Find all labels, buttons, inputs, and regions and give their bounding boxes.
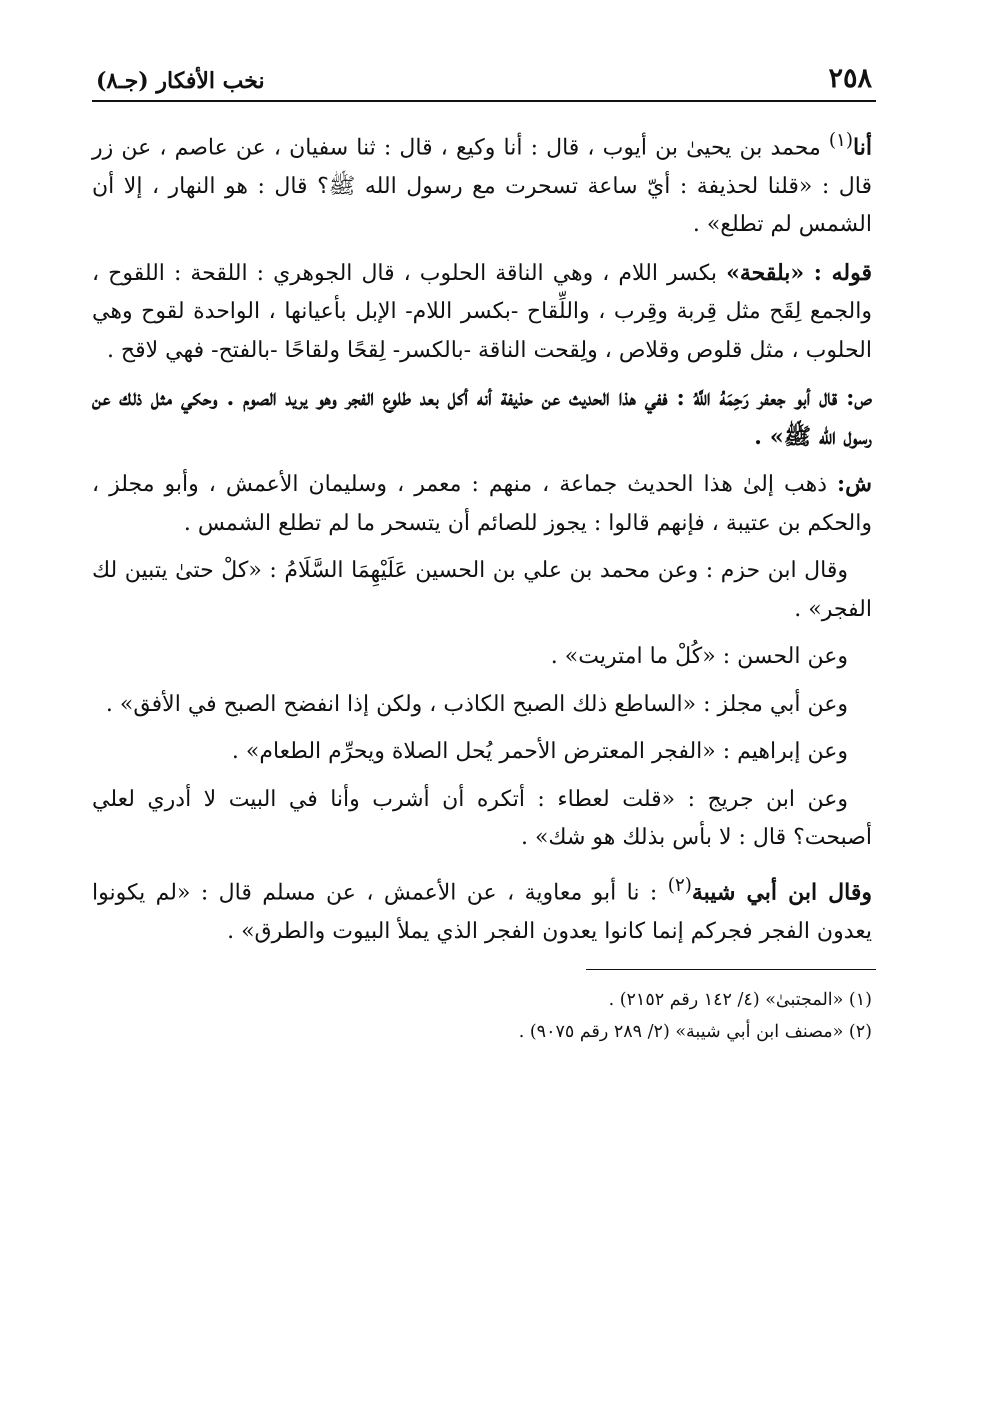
paragraph-commentary — [92, 254, 876, 371]
paragraph-ibn-jurayj — [92, 781, 876, 858]
page-body — [92, 122, 876, 951]
paragraph-lead: ص: — [846, 385, 872, 412]
paragraph-lead: قوله : «بلقحة» — [726, 259, 872, 286]
page-number: ٢٥٨ — [828, 63, 872, 94]
footnote: (٢) «مصنف ابن أبي شيبة» (٢/ ٢٨٩ رقم ٩٠٧٥) . — [518, 1022, 872, 1043]
book-page — [92, 52, 876, 1048]
footnotes — [92, 984, 876, 1048]
paragraph-text: ذهب إلىٰ هذا الحديث جماعة ، منهم : معمر ، وسليمان الأعمش ، وأبو مجلز ، والحكم بن عتيبة ، فإنهم قالوا : يجوز للصائم أن يتسحر ما لم تطلع الشمس . — [92, 472, 872, 536]
paragraph-sharh — [92, 465, 876, 543]
paragraph-ibn-abi-shayba — [92, 867, 876, 951]
paragraph-ibn-hazm — [92, 552, 876, 629]
paragraph-text: وعن إبراهيم : «الفجر المعترض الأحمر يُحل الصلاة ويحرِّم الطعام» . — [231, 739, 848, 765]
footnote: (١) «المجتبىٰ» (٤/ ١٤٢ رقم ٢١٥٢) . — [608, 990, 872, 1011]
paragraph-isnad — [92, 122, 876, 245]
paragraph-text: قال أبو جعفر رَحِمَهُ اللَّهُ : ففي هذا الحديث عن حذيفة أنه أكل بعد طلوع الفجر وهو يريد الصوم . وحكي مثل ذلك عن رسول الله ﷺ» . — [92, 385, 872, 450]
paragraph-text: وقال ابن حزم : وعن محمد بن علي بن الحسين عَلَيْهِمَا السَّلَامُ : «كلْ حتىٰ يتبين لك الفجر» . — [92, 558, 872, 622]
paragraph-lead: أنا — [853, 134, 872, 161]
paragraph-text: وعن أبي مجلز : «الساطع ذلك الصبح الكاذب ، ولكن إذا انفضح الصبح في الأفق» . — [105, 691, 848, 717]
footnote-divider — [586, 969, 876, 970]
paragraph-text: : نا أبو معاوية ، عن الأعمش ، عن مسلم قال : «لم يكونوا يعدون الفجر فجركم إنما كانوا يعدون الفجر الذي يملأ البيوت والطرق» . — [92, 880, 872, 944]
paragraph-ibrahim — [92, 733, 876, 772]
running-title: نخب الأفكار (جـ٨) — [96, 68, 265, 94]
paragraph-lead: ش: — [837, 471, 872, 498]
paragraph-hasan — [92, 638, 876, 677]
paragraph-abu-mijlaz — [92, 686, 876, 725]
page-header — [92, 52, 876, 102]
footnote-ref: (٢) — [667, 874, 692, 896]
paragraph-text: محمد بن يحيىٰ بن أيوب ، قال : أنا وكيع ، قال : ثنا سفيان ، عن عاصم ، عن زر قال : «قلنا لحذيفة : أيّ ساعة تسحرت مع رسول الله ﷺ؟ قال : هو النهار ، إلا أن الشمس لم تطلع» . — [92, 135, 872, 238]
paragraph-matn — [92, 379, 876, 456]
paragraph-text: وعن الحسن : «كُلْ ما امتريت» . — [550, 644, 848, 670]
paragraph-text: بكسر اللام ، وهي الناقة الحلوب ، قال الجوهري : اللقحة : اللقوح ، والجمع لِقَح مثل قِربة وقِرب ، واللِّقاح -بكسر اللام- الإبل بأعيانها ، الواحدة لقوح وهي الحلوب ، مثل قلوص وقلاص ، ولِقحت الناقة -بالكسر- لِقحًا ولقاحًا -بالفتح- فهي لاقح . — [92, 260, 872, 363]
paragraph-lead: وقال ابن أبي شيبة — [691, 879, 872, 906]
paragraph-text: وعن ابن جريج : «قلت لعطاء : أتكره أن أشرب وأنا في البيت لا أدري لعلي أصبحت؟ قال : لا بأس بذلك هو شك» . — [92, 786, 872, 851]
footnote-ref: (١) — [828, 130, 854, 151]
